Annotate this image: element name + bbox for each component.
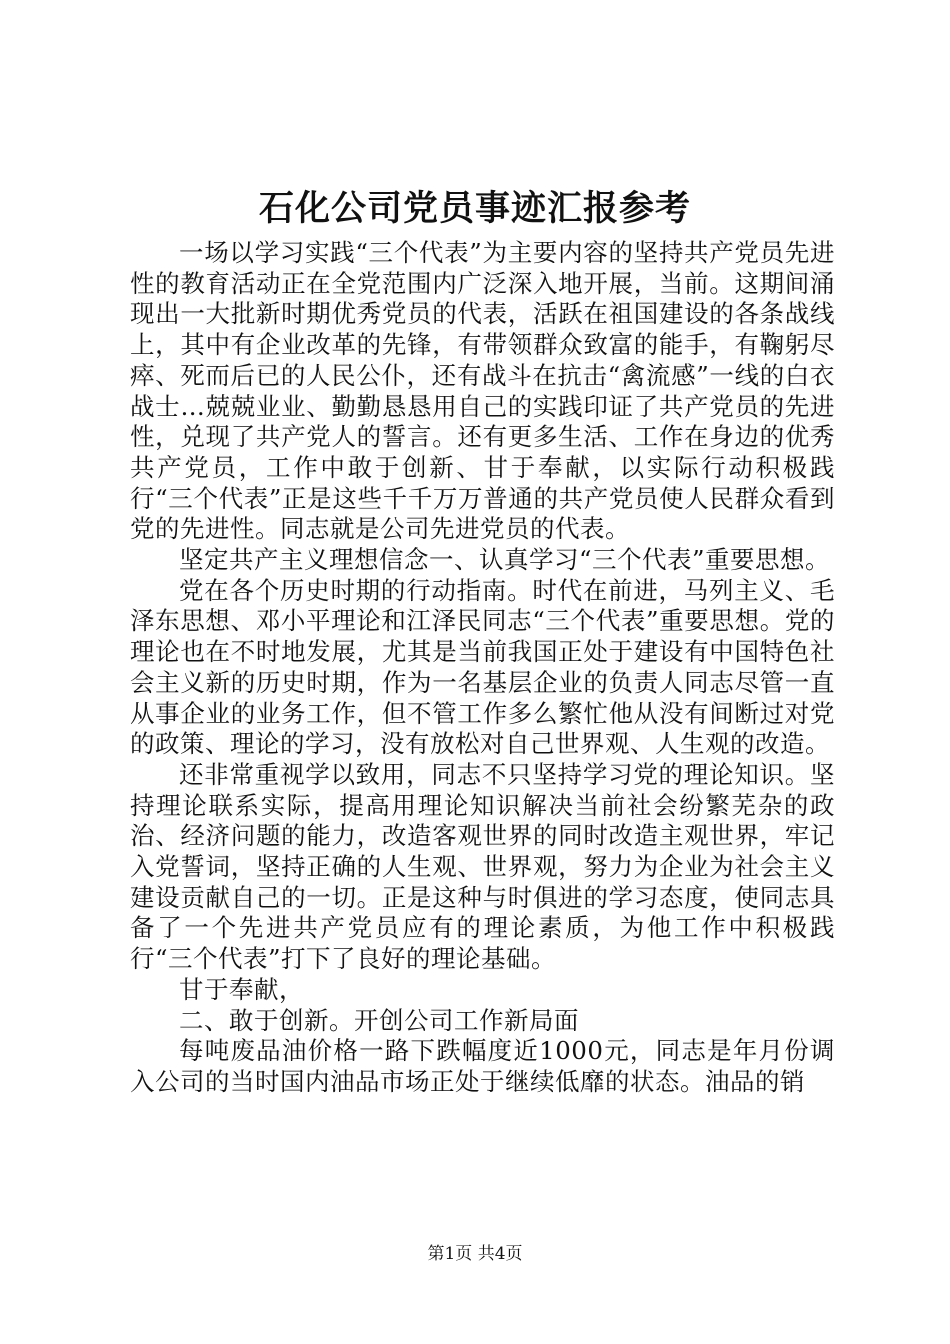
paragraph: 坚定共产主义理想信念一、认真学习“三个代表”重要思想。 (179, 545, 831, 575)
paragraph: 甘于奉献， (179, 974, 304, 1004)
paragraph: 党在各个历史时期的行动指南。时代在前进，马列主义、毛泽东思想、邓小平理论和江泽民同志“三个代表”重要思想。党的理论也在不时地发展，尤其是当前我国正处于建设有中国特色社会主义新的历史时期，作为一名基层企业的负责人同志尽管一直从事企业的业务工作，但不管工作多么繁忙他从没有间断过对党的政策、理论的学习，没有放松对自己世界观、人生观的改造。 (130, 575, 835, 759)
page-footer: 第1页 共4页 (427, 1244, 523, 1264)
paragraph: 还非常重视学以致用，同志不只坚持学习党的理论知识。坚持理论联系实际，提高用理论知识解决当前社会纷繁芜杂的政治、经济问题的能力，改造客观世界的同时改造主观世界，牢记入党誓词，坚持正确的人生观、世界观，努力为企业为社会主义建设贡献自己的一切。正是这种与时俱进的学习态度，使同志具备了一个先进共产党员应有的理论素质，为他工作中积极践行“三个代表”打下了良好的理论基础。 (130, 759, 835, 974)
paragraph: 每吨废品油价格一路下跌幅度近1000元，同志是年月份调入公司的当时国内油品市场正处于继续低靡的状态。油品的销 (130, 1036, 835, 1096)
document-body (130, 238, 835, 1098)
paragraph: 一场以学习实践“三个代表”为主要内容的坚持共产党员先进性的教育活动正在全党范围内广泛深入地开展，当前。这期间涌现出一大批新时期优秀党员的代表，活跃在祖国建设的各条战线上，其中有企业改革的先锋，有带领群众致富的能手，有鞠躬尽瘁、死而后已的人民公仆，还有战斗在抗击“禽流感”一线的白衣战士…兢兢业业、勤勤恳恳用自己的实践印证了共产党员的先进性，兑现了共产党人的誓言。还有更多生活、工作在身边的优秀共产党员，工作中敢于创新、甘于奉献，以实际行动积极践行“三个代表”正是这些千千万万普通的共产党员使人民群众看到党的先进性。同志就是公司先进党员的代表。 (130, 238, 835, 544)
document-title: 石化公司党员事迹汇报参考 (258, 188, 691, 229)
section-heading: 二、敢于创新。开创公司工作新局面 (179, 1005, 579, 1035)
